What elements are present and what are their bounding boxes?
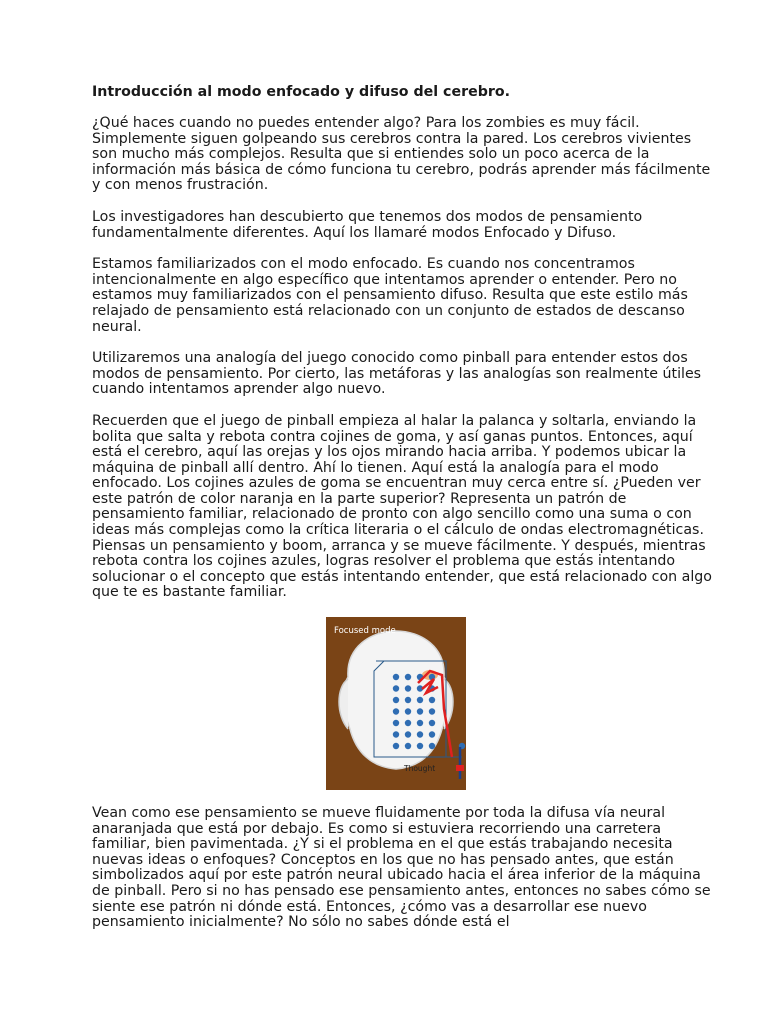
bumper <box>429 720 435 726</box>
document-title: Introducción al modo enfocado y difuso del cerebro. <box>92 84 510 100</box>
bumper <box>393 708 399 714</box>
paragraph-3: Estamos familiarizados con el modo enfocado. Es cuando nos concentramos intencionalmente en algo específico que intentamos aprender o entender. Pero no estamos muy familiarizados con el pensamiento difuso. Resulta que este estilo más relajado de pensamiento está relacionado con un conjunto de estados de descanso neural. <box>92 256 688 335</box>
focused-mode-figure <box>326 617 466 790</box>
bumper <box>417 697 423 703</box>
bumper <box>429 743 435 749</box>
paragraph-5: Recuerden que el juego de pinball empieza al halar la palanca y soltarla, enviando la bolita que salta y rebota contra cojines de goma, y así ganas puntos. Entonces, aquí está el cerebro, aquí las orejas y los ojos mirando hacia arriba. Y podemos ubicar la máquina de pinball allí dentro. Ahí lo tienen. Aquí está la analogía para el modo enfocado. Los cojines azules de goma se encuentran muy cerca entre sí. ¿Pueden ver este patrón de color naranja en la parte superior? Representa un patrón de pensamiento familiar, relacionado de pronto con algo sencillo como una suma o con ideas más complejas como la crítica literaria o el cálculo de ondas electromagnéticas. Piensas un pensamiento y boom, arranca y se mueve fácilmente. Y después, mientras rebota contra los cojines azules, logras resolver el problema que estás intentando solucionar o el concepto que estás intentando entender, que está relacionado con algo que te es bastante familiar. <box>92 412 712 601</box>
figure-label: Focused mode <box>334 626 396 637</box>
paragraph-4: Utilizaremos una analogía del juego conocido como pinball para entender estos dos modos de pensamiento. Por cierto, las metáforas y las analogías son realmente útiles cuando intentamos aprender algo nuevo. <box>92 350 702 398</box>
figure-container <box>86 617 706 790</box>
bumper <box>405 720 411 726</box>
bumper <box>405 731 411 737</box>
bumper <box>405 697 411 703</box>
document-body <box>92 84 712 947</box>
bumper <box>429 708 435 714</box>
bumper <box>393 685 399 691</box>
bumper <box>429 731 435 737</box>
plunger-handle <box>456 765 464 771</box>
bumper <box>393 731 399 737</box>
paragraph-1: ¿Qué haces cuando no puedes entender algo? Para los zombies es muy fácil. Simplemente siguen golpeando sus cerebros contra la pared. Los cerebros vivientes son mucho más complejos. Resulta que si entiendes solo un poco acerca de la información más básica de cómo funciona tu cerebro, podrás aprender más fácilmente y con menos frustración. <box>92 115 711 194</box>
bumper <box>429 697 435 703</box>
paragraph-6: Vean como ese pensamiento se mueve fluidamente por toda la difusa vía neural anaranjada que está por debajo. Es como si estuviera recorriendo una carretera familiar, bien pavimentada. ¿Y si el problema en el que estás trabajando necesita nuevas ideas o enfoques? Conceptos en los que no has pensado antes, que están simbolizados aquí por este patrón neural ubicado hacia el área inferior de la máquina de pinball. Pero si no has pensado ese pensamiento antes, entonces no sabes cómo se siente ese patrón ni dónde está. Entonces, ¿cómo vas a desarrollar ese nuevo pensamiento inicialmente? No sólo no sabes dónde está el <box>92 805 711 931</box>
paragraph-2: Los investigadores han descubierto que tenemos dos modos de pensamiento fundamentalmente diferentes. Aquí los llamaré modos Enfocado y Difuso. <box>92 208 643 241</box>
bumper <box>417 708 423 714</box>
bumper <box>393 697 399 703</box>
bumper <box>417 731 423 737</box>
bumper <box>405 685 411 691</box>
bumper <box>417 720 423 726</box>
bumper <box>393 674 399 680</box>
thought-label: Thought <box>404 764 436 774</box>
bumper <box>393 720 399 726</box>
bumper <box>393 743 399 749</box>
bumper <box>405 674 411 680</box>
left-ear <box>339 679 348 729</box>
bumper <box>405 743 411 749</box>
bumper <box>405 708 411 714</box>
pinball-brain-illustration <box>326 617 466 790</box>
bumper <box>417 743 423 749</box>
